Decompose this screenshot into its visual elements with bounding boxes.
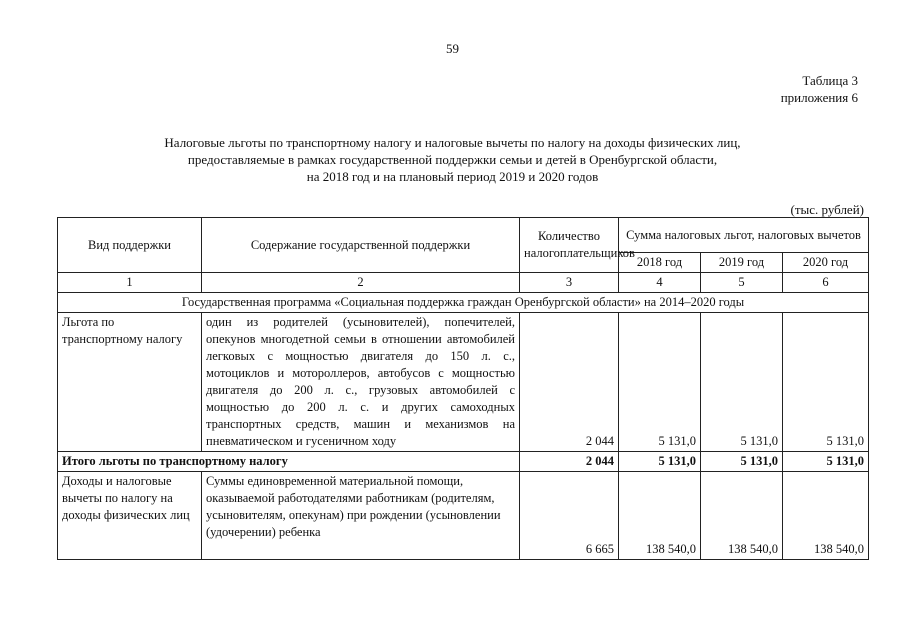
document-title-line2: предоставляемые в рамках государственной поддержки семьи и детей в Оренбургской области, bbox=[187, 152, 718, 167]
row-count: 6 665 bbox=[520, 472, 619, 560]
row-support-type: Льгота по транспортному налогу bbox=[58, 313, 202, 452]
row-content: один из родителей (усыновителей), попечителей, опекунов многодетной семьи в отношении автомобилей легковых с мощностью двигателя до 150 л. с., мотоциклов и мотороллеров, автобусов с мощностью двигателя до 200 л. с., грузовых автомобилей с мощностью до 200 л. с. и других самоходных транспортных средств, машин и механизмов на пневматическом и гусеничном ходу bbox=[202, 313, 520, 452]
column-number: 3 bbox=[520, 273, 619, 293]
table-row bbox=[58, 472, 869, 560]
header-2020: 2020 год bbox=[783, 253, 869, 273]
total-2019-value: 5 131,0 bbox=[701, 452, 783, 472]
program-title: Государственная программа «Социальная поддержка граждан Оренбургской области» на 2014–2020 годы bbox=[58, 293, 869, 313]
header-support-type: Вид поддержки bbox=[58, 218, 202, 273]
program-row bbox=[58, 293, 869, 313]
document-title bbox=[100, 134, 805, 185]
row-support-type: Доходы и налоговые вычеты по налогу на доходы физических лиц bbox=[58, 472, 202, 560]
total-label: Итого льготы по транспортному налогу bbox=[58, 452, 520, 472]
row-2018-value: 5 131,0 bbox=[619, 313, 701, 452]
column-number: 2 bbox=[202, 273, 520, 293]
header-2019: 2019 год bbox=[701, 253, 783, 273]
header-2018: 2018 год bbox=[619, 253, 701, 273]
units-label: (тыс. рублей) bbox=[790, 202, 864, 217]
table-caption bbox=[781, 72, 858, 106]
support-table bbox=[57, 217, 869, 560]
total-row bbox=[58, 452, 869, 472]
row-2020-value: 138 540,0 bbox=[783, 472, 869, 560]
total-count: 2 044 bbox=[520, 452, 619, 472]
header-count: Количество налогоплательщиков bbox=[520, 218, 619, 273]
row-content: Суммы единовременной материальной помощи, оказываемой работодателями работникам (родителям, усыновителям, опекунам) при рождении (усыновлении (удочерении) ребенка bbox=[202, 472, 520, 560]
row-2019-value: 138 540,0 bbox=[701, 472, 783, 560]
column-number: 5 bbox=[701, 273, 783, 293]
header-content: Содержание государственной поддержки bbox=[202, 218, 520, 273]
table-caption-line2: приложения 6 bbox=[780, 90, 858, 105]
row-2019-value: 5 131,0 bbox=[701, 313, 783, 452]
table-row bbox=[58, 313, 869, 452]
page-number: 59 bbox=[446, 41, 459, 56]
header-sum-group: Сумма налоговых льгот, налоговых вычетов bbox=[619, 218, 869, 253]
row-count: 2 044 bbox=[520, 313, 619, 452]
column-number: 6 bbox=[783, 273, 869, 293]
header-row-1 bbox=[58, 218, 869, 253]
document-title-line3: на 2018 год и на плановый период 2019 и 2020 годов bbox=[306, 169, 599, 184]
document-title-line1: Налоговые льготы по транспортному налогу и налоговые вычеты по налогу на доходы физических лиц, bbox=[164, 135, 741, 150]
total-2020-value: 5 131,0 bbox=[783, 452, 869, 472]
column-number: 1 bbox=[58, 273, 202, 293]
row-2018-value: 138 540,0 bbox=[619, 472, 701, 560]
column-number: 4 bbox=[619, 273, 701, 293]
column-number-row bbox=[58, 273, 869, 293]
total-2018-value: 5 131,0 bbox=[619, 452, 701, 472]
table-caption-line1: Таблица 3 bbox=[802, 73, 858, 88]
row-2020-value: 5 131,0 bbox=[783, 313, 869, 452]
